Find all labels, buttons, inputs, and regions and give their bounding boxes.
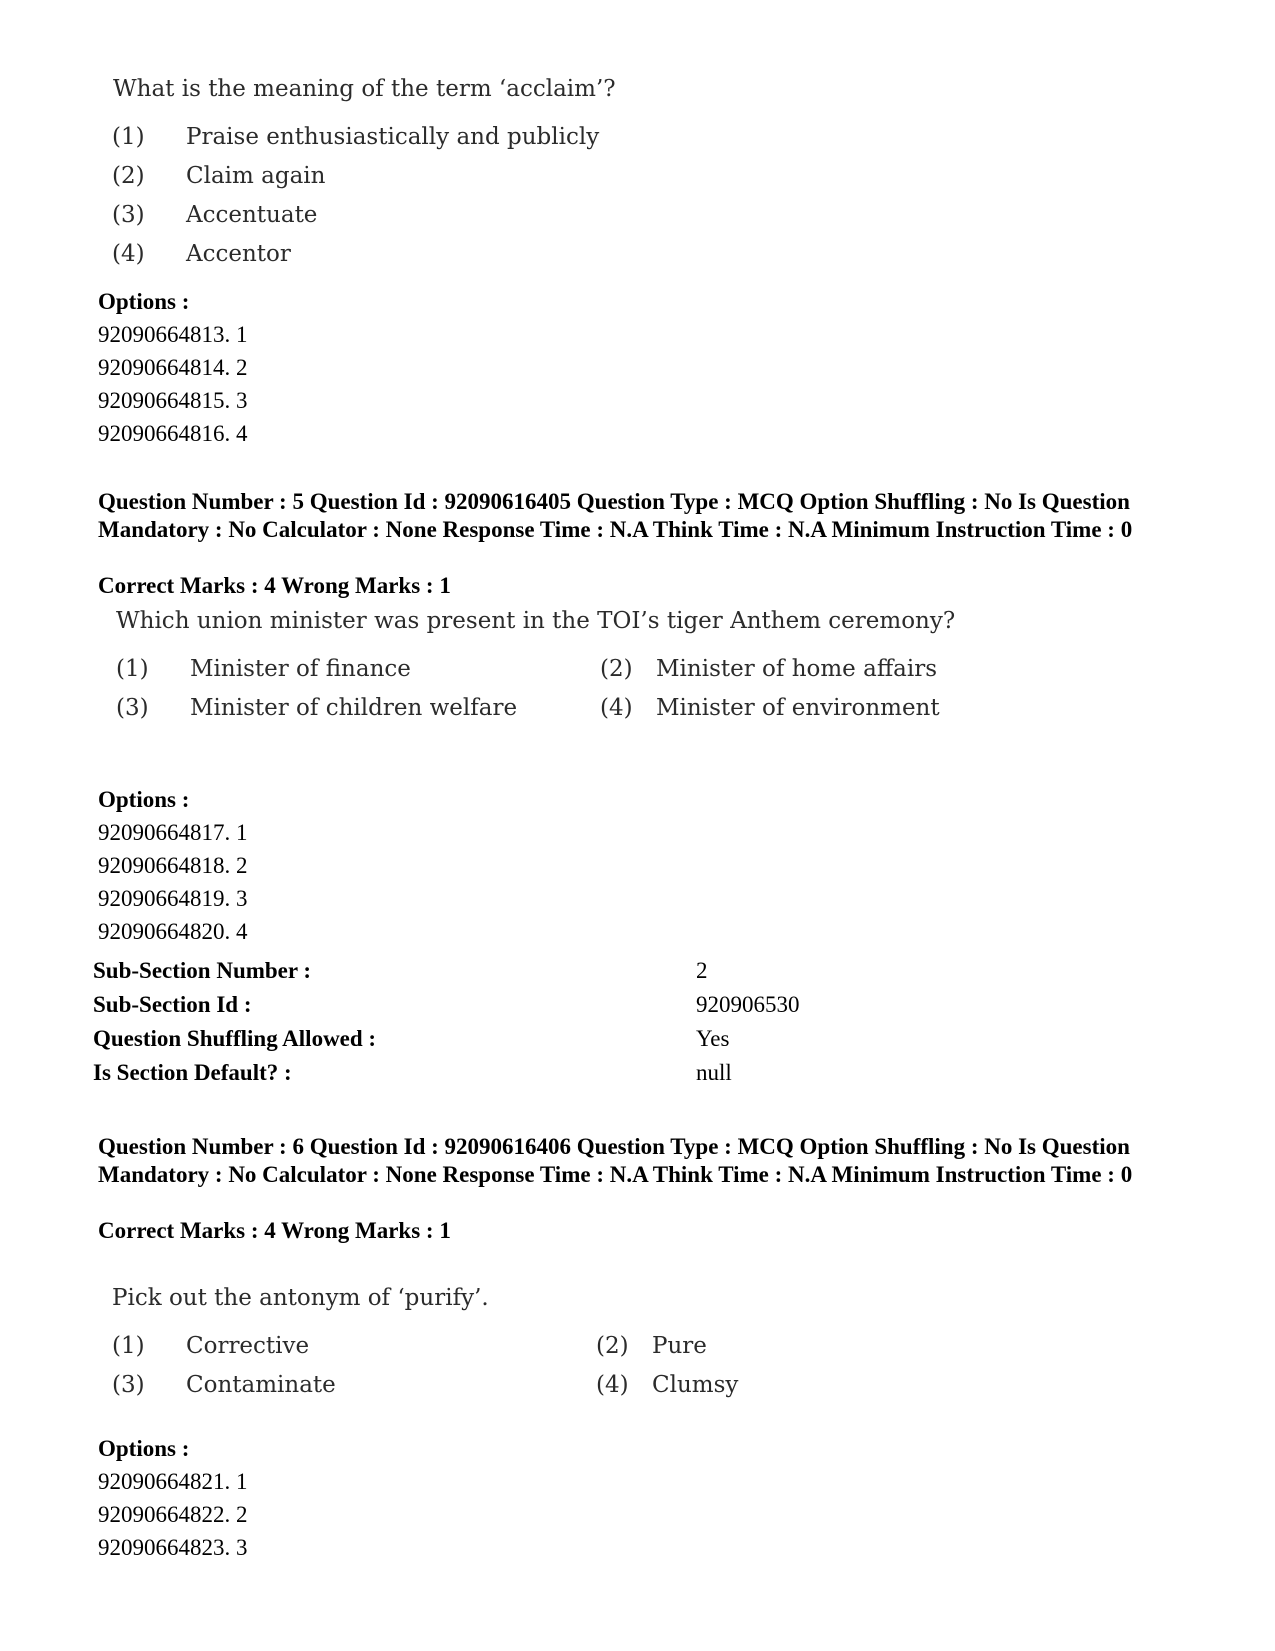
choice-number: (1) xyxy=(112,1333,145,1359)
question-meta: Question Number : 6 Question Id : 92090616406 Question Type : MCQ Option Shuffling : No Is Question Mandatory : No Calculator : None Response Time : N.A Think Time : N.A Minimum Instruction Time : 0 xyxy=(98,1134,1133,1187)
option-id: 92090664822. 2 xyxy=(98,1502,248,1527)
question-text: Which union minister was present in the TOI’s tiger Anthem ceremony? xyxy=(116,608,956,634)
marks-info: Correct Marks : 4 Wrong Marks : 1 xyxy=(98,573,451,598)
subsection-number-label: Sub-Section Number : xyxy=(93,958,312,983)
subsection-id-value: 920906530 xyxy=(696,992,800,1017)
choice-text: Accentuate xyxy=(186,202,318,228)
choice-number: (4) xyxy=(112,241,145,267)
question-meta: Question Number : 5 Question Id : 92090616405 Question Type : MCQ Option Shuffling : No Is Question Mandatory : No Calculator : None Response Time : N.A Think Time : N.A Minimum Instruction Time : 0 xyxy=(98,489,1133,542)
option-id: 92090664820. 4 xyxy=(98,919,248,944)
option-id: 92090664821. 1 xyxy=(98,1469,248,1494)
choice-number: (2) xyxy=(600,656,633,682)
choice-text: Pure xyxy=(652,1333,707,1359)
subsection-id-label: Sub-Section Id : xyxy=(93,992,252,1017)
options-label: Options : xyxy=(98,1436,190,1461)
choice-text: Minister of environment xyxy=(656,695,940,721)
subsection-number-value: 2 xyxy=(696,958,708,983)
question-shuffling-value: Yes xyxy=(696,1026,730,1051)
choice-number: (2) xyxy=(112,163,145,189)
choice-text: Minister of home affairs xyxy=(656,656,938,682)
option-id: 92090664813. 1 xyxy=(98,322,248,347)
choice-number: (1) xyxy=(112,124,145,150)
choice-text: Accentor xyxy=(186,241,291,267)
options-label: Options : xyxy=(98,787,190,812)
choice-text: Minister of children welfare xyxy=(190,695,518,721)
choice-text: Corrective xyxy=(186,1333,310,1359)
choice-number: (3) xyxy=(112,1372,145,1398)
option-id: 92090664823. 3 xyxy=(98,1535,248,1560)
option-id: 92090664816. 4 xyxy=(98,421,248,446)
choice-text: Minister of finance xyxy=(190,656,411,682)
choice-text: Clumsy xyxy=(652,1372,739,1398)
options-label: Options : xyxy=(98,289,190,314)
question-text: What is the meaning of the term ‘acclaim’? xyxy=(113,76,616,102)
choice-number: (3) xyxy=(116,695,149,721)
choice-text: Contaminate xyxy=(186,1372,336,1398)
option-id: 92090664814. 2 xyxy=(98,355,248,380)
option-id: 92090664815. 3 xyxy=(98,388,248,413)
choice-text: Claim again xyxy=(186,163,326,189)
section-default-value: null xyxy=(696,1060,732,1085)
choice-number: (2) xyxy=(596,1333,629,1359)
choice-text: Praise enthusiastically and publicly xyxy=(186,124,600,150)
choice-number: (1) xyxy=(116,656,149,682)
question-shuffling-label: Question Shuffling Allowed : xyxy=(93,1026,377,1051)
marks-info: Correct Marks : 4 Wrong Marks : 1 xyxy=(98,1218,451,1243)
section-default-label: Is Section Default? : xyxy=(93,1060,292,1085)
choice-number: (3) xyxy=(112,202,145,228)
option-id: 92090664817. 1 xyxy=(98,820,248,845)
choice-number: (4) xyxy=(600,695,633,721)
option-id: 92090664818. 2 xyxy=(98,853,248,878)
option-id: 92090664819. 3 xyxy=(98,886,248,911)
choice-number: (4) xyxy=(596,1372,629,1398)
question-text: Pick out the antonym of ‘purify’. xyxy=(112,1285,489,1311)
